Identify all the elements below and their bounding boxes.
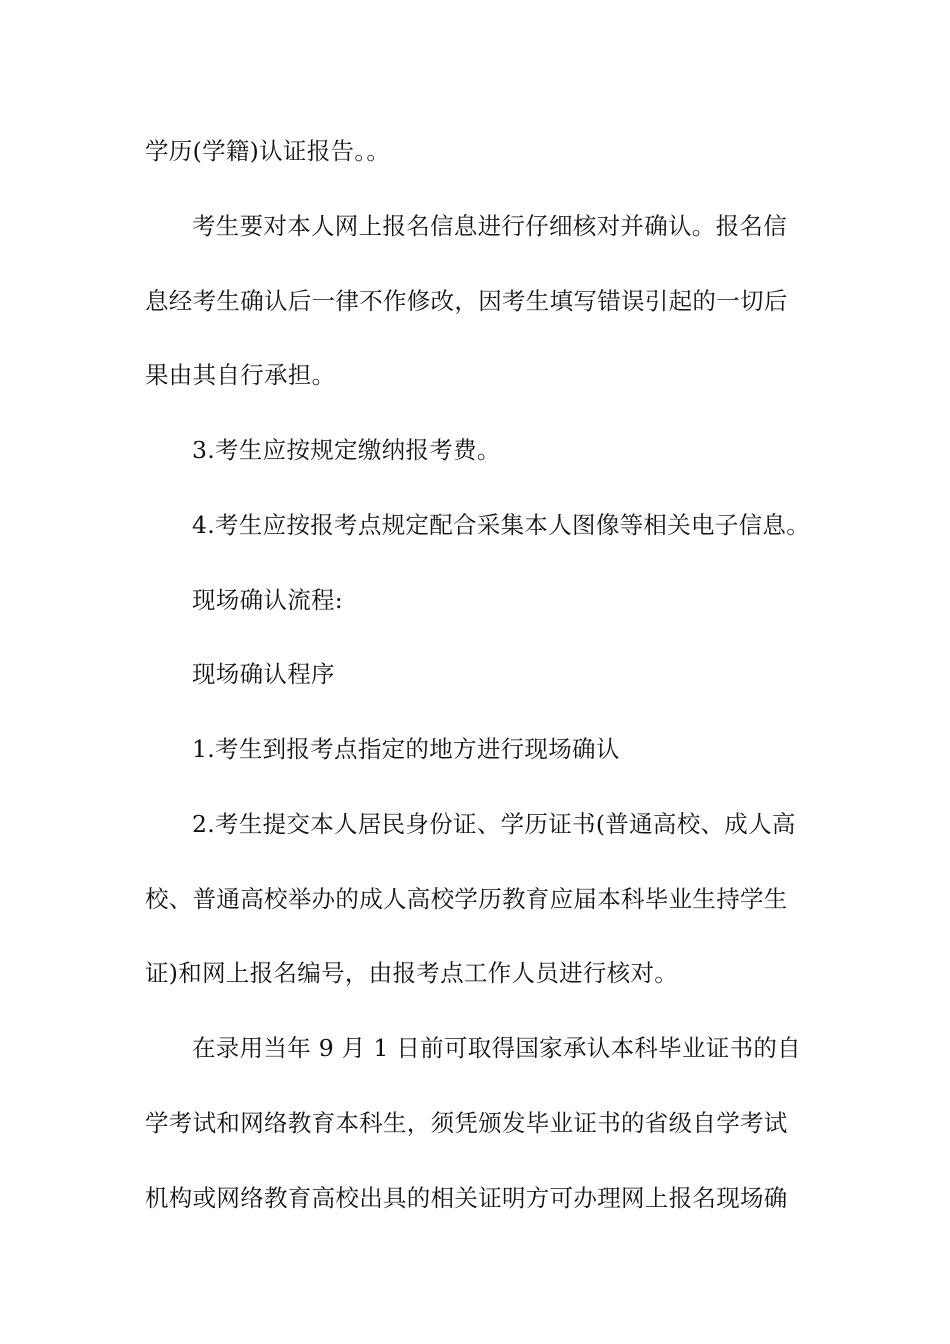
text-line-3: 息经考生确认后一律不作修改，因考生填写错误引起的一切后 xyxy=(145,287,788,315)
text-line-12: 证)和网上报名编号，由报考点工作人员进行核对。 xyxy=(145,959,679,987)
text-line-7: 现场确认流程: xyxy=(192,586,344,614)
text-line-2: 考生要对本人网上报名信息进行仔细核对并确认。报名信 xyxy=(192,212,787,240)
text-line-13: 在录用当年 9 月 1 日前可取得国家承认本科毕业证书的自 xyxy=(192,1034,801,1062)
text-line-4: 果由其自行承担。 xyxy=(145,361,336,389)
text-line-14: 学考试和网络教育本科生，须凭颁发毕业证书的省级自学考试 xyxy=(145,1109,788,1137)
text-line-5: 3.考生应按规定缴纳报考费。 xyxy=(192,436,501,464)
text-line-8: 现场确认程序 xyxy=(192,660,335,688)
text-line-1: 学历(学籍)认证报告。。 xyxy=(145,137,391,165)
text-line-15: 机构或网络教育高校出具的相关证明方可办理网上报名现场确 xyxy=(145,1184,788,1212)
text-line-6: 4.考生应按报考点规定配合采集本人图像等相关电子信息。 xyxy=(192,511,811,539)
text-line-10: 2.考生提交本人居民身份证、学历证书(普通高校、成人高 xyxy=(192,810,796,838)
text-line-11: 校、普通高校举办的成人高校学历教育应届本科毕业生持学生 xyxy=(145,885,788,913)
text-line-9: 1.考生到报考点指定的地方进行现场确认 xyxy=(192,735,620,763)
